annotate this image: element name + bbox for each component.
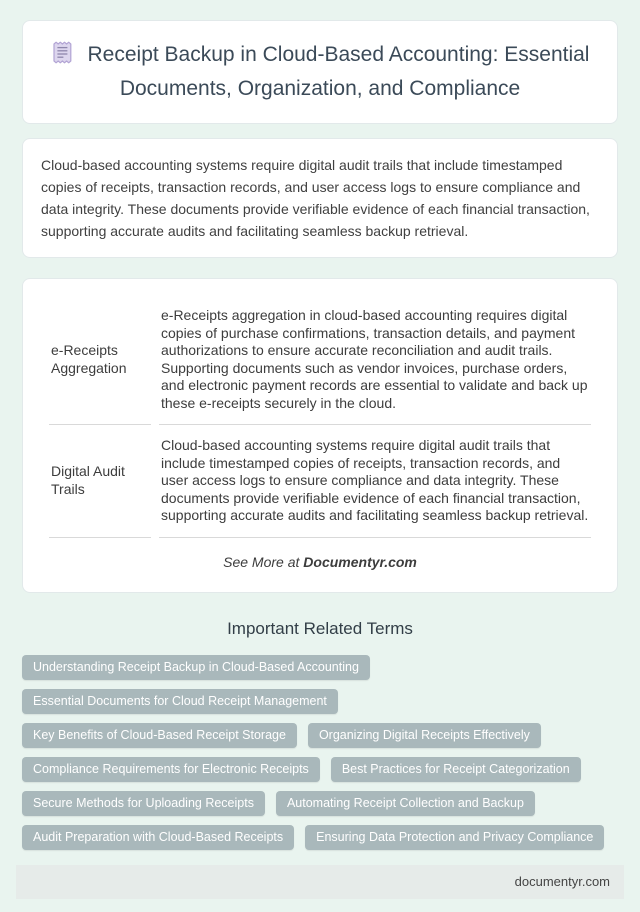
table-row xyxy=(49,295,591,425)
see-more-line xyxy=(41,554,599,570)
page-title xyxy=(47,40,593,104)
intro-card xyxy=(22,138,618,258)
table-row xyxy=(49,425,591,538)
related-term-chip[interactable]: Compliance Requirements for Electronic Receipts xyxy=(22,757,320,782)
footer-site-link[interactable]: documentyr.com xyxy=(514,874,610,889)
related-term-chip[interactable]: Audit Preparation with Cloud-Based Receipts xyxy=(22,825,294,850)
definition-table xyxy=(41,295,599,538)
related-term-chip[interactable]: Key Benefits of Cloud-Based Receipt Storage xyxy=(22,723,297,748)
related-term-chip[interactable]: Best Practices for Receipt Categorization xyxy=(331,757,581,782)
intro-paragraph: Cloud-based accounting systems require digital audit trails that include timestamped copies of receipts, transaction records, and user access logs to ensure compliance and data integrity. These documents provide verifiable evidence of each financial transaction, supporting accurate audits and facilitating seamless backup retrieval. xyxy=(41,157,590,239)
receipt-icon xyxy=(51,40,74,74)
related-terms-list xyxy=(22,655,618,850)
related-term-chip[interactable]: Ensuring Data Protection and Privacy Compliance xyxy=(305,825,604,850)
footer-bar xyxy=(16,865,624,899)
related-terms-heading: Important Related Terms xyxy=(227,618,413,638)
term-cell: Digital Audit Trails xyxy=(49,425,151,538)
see-more-site-link[interactable]: Documentyr.com xyxy=(303,553,417,570)
description-cell: e-Receipts aggregation in cloud-based accounting requires digital copies of purchase confirmations, transaction details, and payment authorizations to ensure accurate reconciliation and audit trails. Supporting documents such as vendor invoices, purchase orders, and electronic payment records are essential to validate and back up these e-receipts securely in the cloud. xyxy=(159,295,591,425)
see-more-prefix: See More at xyxy=(223,553,304,570)
related-term-chip[interactable]: Organizing Digital Receipts Effectively xyxy=(308,723,541,748)
related-term-chip[interactable]: Understanding Receipt Backup in Cloud-Based Accounting xyxy=(22,655,370,680)
term-cell: e-Receipts Aggregation xyxy=(49,295,151,425)
page-title-text: Receipt Backup in Cloud-Based Accounting: Essential Documents, Organization, and Compliance xyxy=(87,43,590,100)
related-term-chip[interactable]: Secure Methods for Uploading Receipts xyxy=(22,791,265,816)
header-card xyxy=(22,20,618,124)
related-term-chip[interactable]: Automating Receipt Collection and Backup xyxy=(276,791,535,816)
related-term-chip[interactable]: Essential Documents for Cloud Receipt Management xyxy=(22,689,338,714)
definition-table-card xyxy=(22,278,618,593)
description-cell: Cloud-based accounting systems require digital audit trails that include timestamped copies of receipts, transaction records, and user access logs to ensure compliance and data integrity. These documents provide verifiable evidence of each financial transaction, supporting accurate audits and facilitating seamless backup retrieval. xyxy=(159,425,591,538)
